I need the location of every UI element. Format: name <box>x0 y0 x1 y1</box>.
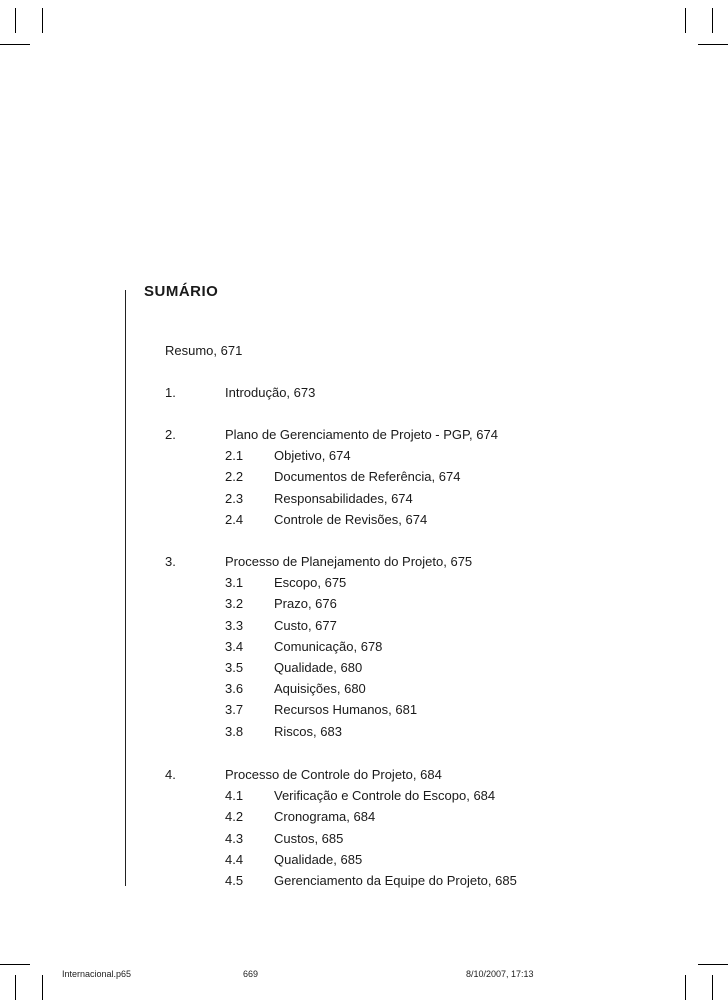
subsection-number: 3.5 <box>225 660 244 675</box>
section-number: 2. <box>165 427 176 442</box>
crop-mark <box>698 964 728 965</box>
crop-mark <box>15 8 16 33</box>
section-number: 4. <box>165 767 176 782</box>
section-title: Processo de Planejamento do Projeto, 675 <box>225 554 473 569</box>
subsection-number: 4.4 <box>225 851 244 867</box>
subsection-title: Qualidade, 685 <box>274 851 363 867</box>
crop-mark <box>42 975 43 1000</box>
subsection-number: 3.8 <box>225 723 244 739</box>
subsection-title: Documentos de Referência, 674 <box>274 469 461 485</box>
subsection-title: Aquisições, 680 <box>274 681 366 697</box>
subsection-title: Responsabilidades, 674 <box>274 490 413 506</box>
subsection-title: Qualidade, 680 <box>274 660 363 675</box>
margin-rule <box>125 290 126 886</box>
subsection-title: Cronograma, 684 <box>274 809 376 825</box>
subsection-title: Custos, 685 <box>274 830 344 846</box>
crop-mark <box>712 8 713 33</box>
subsection-title: Objetivo, 674 <box>274 448 351 464</box>
section-title: Plano de Gerenciamento de Projeto - PGP, 674 <box>225 427 498 442</box>
subsection-title: Escopo, 675 <box>274 575 347 591</box>
crop-mark <box>42 8 43 33</box>
subsection-number: 3.2 <box>225 596 244 612</box>
crop-mark <box>712 975 713 1000</box>
crop-mark <box>0 964 30 965</box>
crop-mark <box>698 44 728 45</box>
section-number: 3. <box>165 554 176 569</box>
section-title: Introdução, 673 <box>225 385 316 400</box>
page-title: SUMÁRIO <box>144 283 219 300</box>
subsection-title: Recursos Humanos, 681 <box>274 702 418 718</box>
crop-mark <box>0 44 30 45</box>
subsection-title: Controle de Revisões, 674 <box>274 511 428 527</box>
subsection-title: Gerenciamento da Equipe do Projeto, 685 <box>274 873 517 888</box>
subsection-title: Comunicação, 678 <box>274 638 383 654</box>
subsection-number: 3.4 <box>225 638 244 654</box>
subsection-number: 4.2 <box>225 809 244 825</box>
subsection-title: Riscos, 683 <box>274 723 342 739</box>
subsection-number: 2.3 <box>225 490 244 506</box>
subsection-title: Verificação e Controle do Escopo, 684 <box>274 788 496 804</box>
subsection-number: 3.3 <box>225 617 244 633</box>
crop-mark <box>685 8 686 33</box>
subsection-number: 3.6 <box>225 681 244 697</box>
crop-mark <box>15 975 16 1000</box>
subsection-title: Prazo, 676 <box>274 596 337 612</box>
subsection-number: 2.1 <box>225 448 244 464</box>
subsection-number: 3.1 <box>225 575 244 591</box>
footer-page: 669 <box>243 969 259 979</box>
subsection-number: 3.7 <box>225 702 244 718</box>
section-title: Processo de Controle do Projeto, 684 <box>225 767 442 782</box>
footer-datetime: 8/10/2007, 17:13 <box>466 969 534 979</box>
subsection-number: 4.1 <box>225 788 244 804</box>
subsection-number: 2.4 <box>225 511 244 527</box>
section-number: 1. <box>165 385 176 400</box>
subsection-number: 4.5 <box>225 873 244 888</box>
crop-mark <box>685 975 686 1000</box>
footer-file: Internacional.p65 <box>62 969 132 979</box>
subsection-number: 2.2 <box>225 469 244 485</box>
subsection-title: Custo, 677 <box>274 617 337 633</box>
subsection-number: 4.3 <box>225 830 244 846</box>
toc-entry-resumo: Resumo, 671 <box>165 343 243 358</box>
